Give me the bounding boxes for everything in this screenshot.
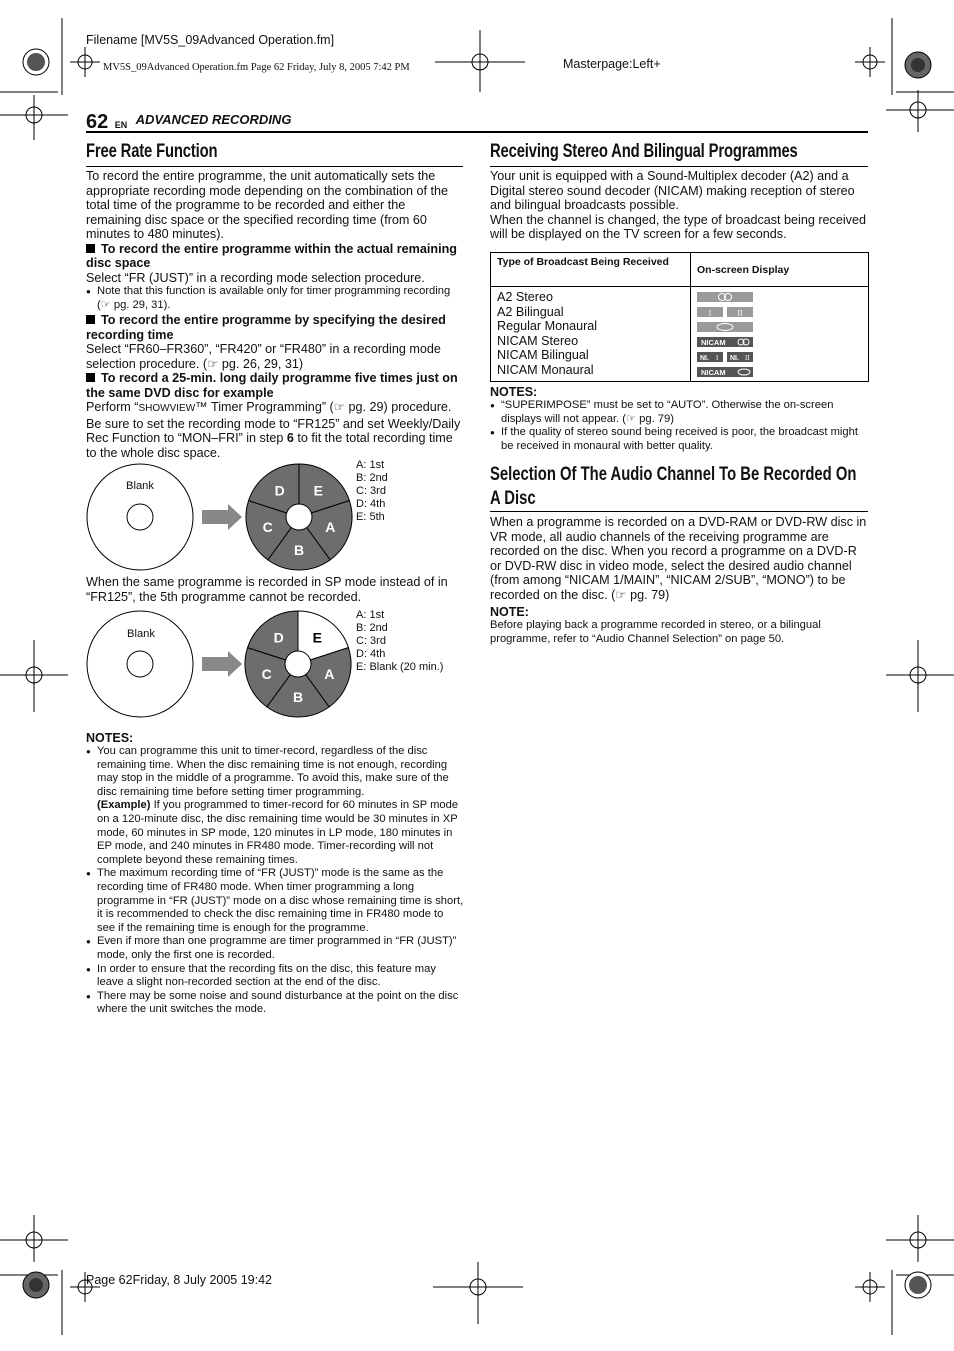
disc-segment-label: D <box>273 629 284 646</box>
note-item: ● In order to ensure that the recording fits on the disc, this feature may leave a slight non-recorded section at the end of the disc. <box>86 963 464 990</box>
audio-note-text: Before playing back a programme recorded in stereo, or a bilingual programme, refer to “Audio Channel Selection” on page 50. <box>490 619 821 645</box>
svg-text:II: II <box>745 354 750 362</box>
framemaker-line: MV5S_09Advanced Operation.fm Page 62 Friday, July 8, 2005 7:42 PM <box>103 62 410 73</box>
stereo-body <box>490 169 868 242</box>
free-rate-body <box>86 169 464 460</box>
disc-segment-label: C <box>262 519 273 536</box>
item1-text: Select “FR (JUST)” in a recording mode selection procedure. <box>86 270 425 285</box>
notes-heading: NOTES: <box>86 731 134 745</box>
section-title: ADVANCED RECORDING <box>135 112 292 127</box>
svg-text:NI.: NI. <box>700 355 709 362</box>
audio-title: Selection Of The Audio Channel To Be Recorded On A Disc <box>490 464 857 509</box>
header-rule <box>86 131 868 133</box>
note-item: ● If the quality of stereo sound being received is poor, the broadcast might be received in monaural with better quality. <box>490 426 868 453</box>
disc-hub <box>286 504 312 530</box>
note-item: ● You can programme this unit to timer-record, regardless of the disc remaining time. When the disc remaining time is not enough, recording may stop in the middle of a programme. To avoid this, make sure of the disc remaining time before setting timer programming. (Example) If you programmed to timer-record for 60 minutes in SP mode on a 120-minute disc, the disc remaining time would be 30 minutes in XP mode, 60 minutes in SP mode, 120 minutes in LP mode, 180 minutes in EP mode, and 240 minutes in FR480 mode. Timer-recording will not complete beyond these remaining times. <box>86 745 464 867</box>
broadcast-types: A2 Stereo A2 Bilingual Regular Monaural NICAM Stereo NICAM Bilingual NICAM Monaural <box>491 287 691 382</box>
language-tag: EN <box>114 120 128 130</box>
table-header-display: On-screen Display <box>691 253 869 287</box>
onscreen-display-icons <box>697 291 787 377</box>
svg-text:II: II <box>737 308 743 318</box>
item2-text: Select “FR60–FR360”, “FR420” or “FR480” in a recording mode selection procedure. (☞ pg. 26, 29, 31) <box>86 342 441 371</box>
stereo-rule <box>490 166 868 167</box>
notes-heading: NOTES: <box>490 385 538 399</box>
item3-heading: To record a 25-min. long daily programme five times just on the same DVD disc for example <box>86 371 458 400</box>
filename-label: Filename [MV5S_09Advanced Operation.fm] <box>86 33 335 47</box>
svg-text:NICAM: NICAM <box>701 338 726 347</box>
note-item: ● The maximum recording time of “FR (JUST)” mode is the same as the recording time of FR480 mode. When timer programming a long programme in “FR (JUST)” mode on a disc whose remaining time is short, it is recommended to check the disc remaining time in FR480 mode to see if the remaining time is enough for the programme. <box>86 867 464 935</box>
item2-heading: To record the entire programme by specifying the desired recording time <box>86 313 446 342</box>
item1-note: ● Note that this function is available only for timer programming recording (☞ pg. 29, 31). <box>86 285 464 312</box>
svg-text:NI.: NI. <box>730 355 739 362</box>
table-header-type: Type of Broadcast Being Received <box>491 253 691 287</box>
item1-heading: To record the entire programme within the actual remaining disc space <box>86 241 457 270</box>
free-rate-notes <box>86 731 464 1017</box>
disc-segment-label: B <box>293 541 305 558</box>
stereo-title: Receiving Stereo And Bilingual Programmes <box>490 141 798 162</box>
arrow-icon <box>202 651 242 677</box>
masterpage-label: Masterpage:Left+ <box>563 57 661 71</box>
svg-text:I: I <box>716 354 719 362</box>
diagram1-legend: A: 1st B: 2nd C: 3rd D: 4th E: 5th <box>356 459 388 523</box>
arrow-icon <box>202 504 242 530</box>
free-rate-rule <box>86 166 463 167</box>
audio-rule <box>490 511 868 512</box>
note-item: ● There may be some noise and sound disturbance at the point on the disc where the unit switches the mode. <box>86 990 464 1017</box>
free-rate-title: Free Rate Function <box>86 141 218 162</box>
disc-segment-label: E <box>313 482 323 499</box>
svg-text:I: I <box>708 308 712 318</box>
audio-title-wrap <box>490 463 868 511</box>
diagram2-legend: A: 1st B: 2nd C: 3rd D: 4th E: Blank (20 min.) <box>356 609 444 673</box>
item3-text: Perform “SHOWVIEW™ Timer Programming” (☞ pg. 29) procedure. Be sure to set the recording mode to “FR125” and set Weekly/Daily Rec Function to “MON–FRI” in step 6 to fit the total recording time to the whole disc space. <box>86 400 461 460</box>
stereo-p2: When the channel is changed, the type of broadcast being received will be displayed on the TV screen for a few seconds. <box>490 212 866 241</box>
audio-note <box>490 605 868 646</box>
free-rate-intro: To record the entire programme, the unit automatically sets the appropriate recording mode depending on the combination of the total time of the programme to be recorded and either the remaining disc space or the specified recording time (from 60 minutes to 480 minutes). <box>86 169 448 241</box>
disc-segment-label: C <box>261 666 272 683</box>
note-item: ● Even if more than one programme are timer programmed in “FR (JUST)” mode, only the first one is recorded. <box>86 935 464 962</box>
onscreen-icons <box>691 287 869 382</box>
disc-diagram-fr125 <box>86 460 466 575</box>
note-heading: NOTE: <box>490 605 529 619</box>
diagram2-blank-label: Blank <box>127 628 155 640</box>
broadcast-table <box>490 252 869 382</box>
disc-segment-label: A <box>325 519 336 536</box>
disc-segment-label: B <box>292 688 304 705</box>
diagram1-blank-label: Blank <box>126 480 154 492</box>
stereo-notes <box>490 385 868 453</box>
disc-segment-label: A <box>324 666 335 683</box>
svg-text:NICAM: NICAM <box>701 368 726 377</box>
disc-hub <box>285 651 311 677</box>
disc-segment-label: E <box>312 629 322 646</box>
page-number: 62 <box>86 111 109 133</box>
audio-body: When a programme is recorded on a DVD-RAM or DVD-RW disc in VR mode, all audio channels of the receiving programme are recorded on the disc. When you record a programme on a DVD-R or DVD-RW disc in video mode, select the desired audio channel (from among “NICAM 1/MAIN”, “NICAM 2/SUB”, “MONO”) to be recorded on the disc. (☞ pg. 79) <box>490 515 867 602</box>
footer-date: Page 62Friday, 8 July 2005 19:42 <box>86 1273 273 1287</box>
stereo-p1: Your unit is equipped with a Sound-Multiplex decoder (A2) and a Digital stereo sound decoder (NICAM) making reception of stereo and bilingual broadcasts possible. <box>490 169 855 212</box>
note-item: ● “SUPERIMPOSE” must be set to “AUTO”. Otherwise the on-screen displays will not appear. (☞ pg. 79) <box>490 399 868 426</box>
sp-mode-text: When the same programme is recorded in SP mode instead of in “FR125”, the 5th programme cannot be recorded. <box>86 575 448 604</box>
disc-segment-label: D <box>274 482 285 499</box>
